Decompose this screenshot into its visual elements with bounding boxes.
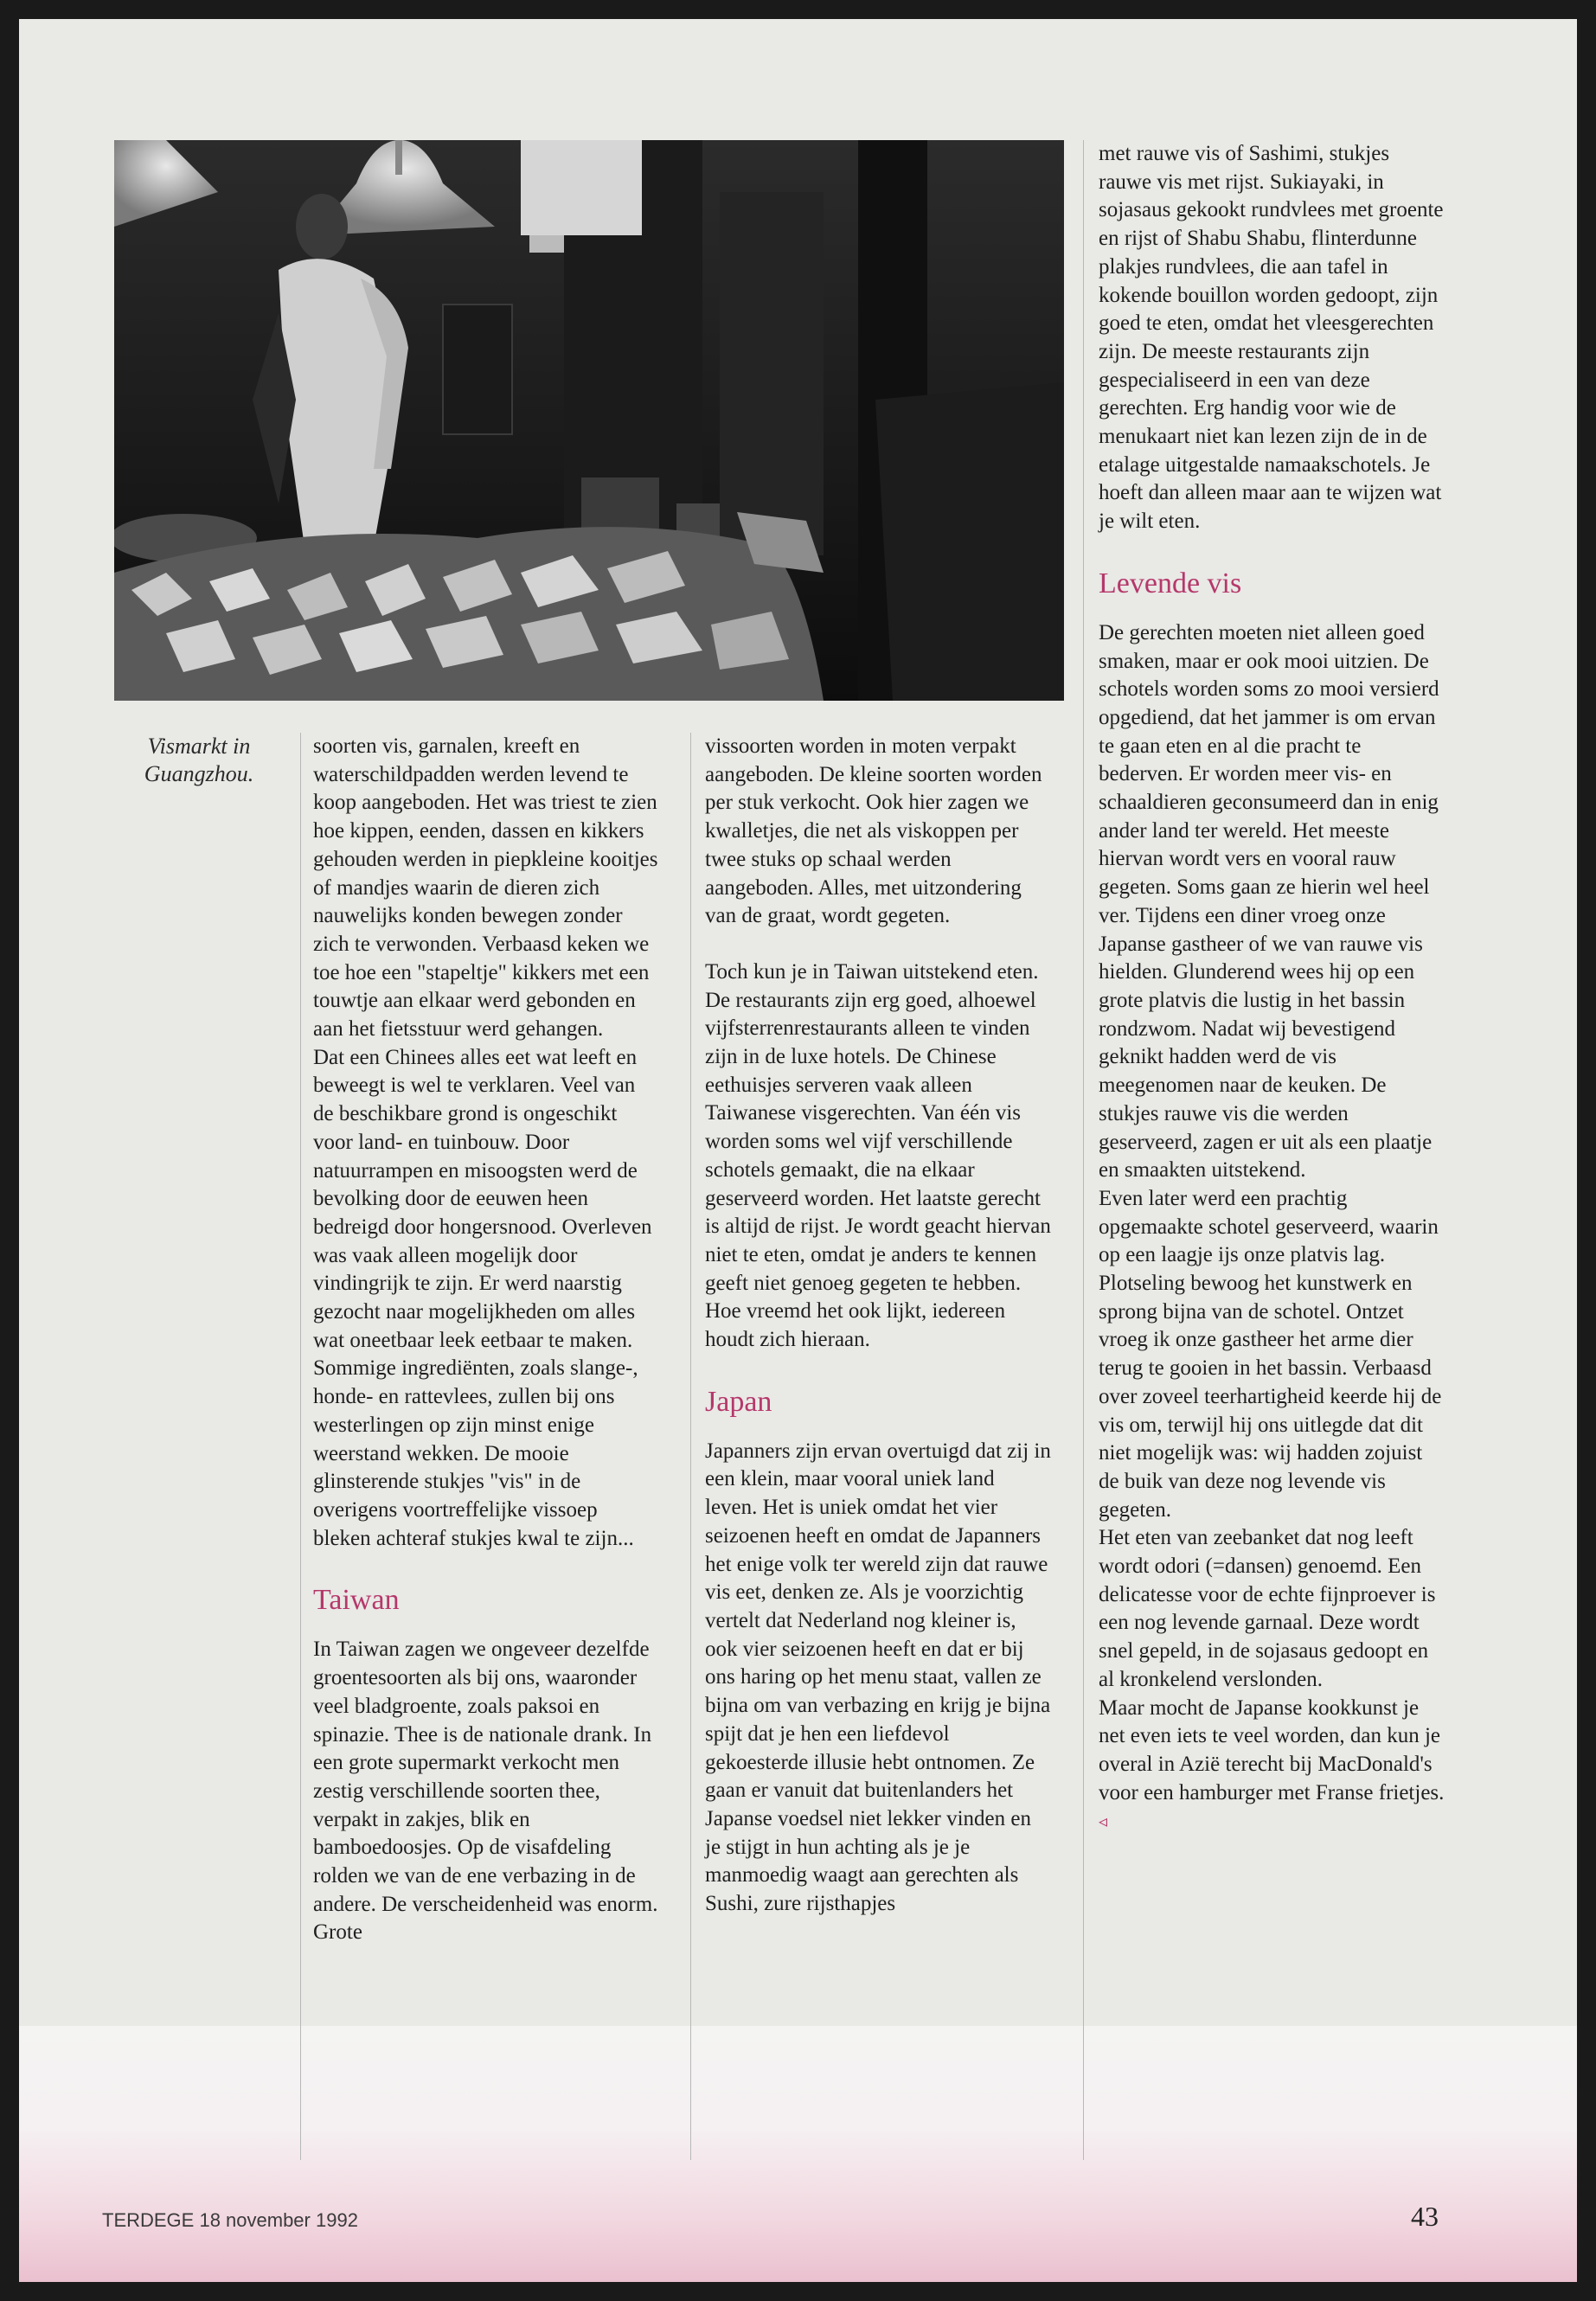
fish-market-photo — [114, 140, 1064, 701]
page-bottom-tint — [19, 2026, 1577, 2282]
paragraph: Even later werd een prachtig opgemaakte schotel geserveerd, waarin op een laagje ijs onze platvis lag. Plotseling bewoog het kunstwerk en sprong bijna van de schotel. Ontzet vroeg ik onze gastheer het arme dier terug te gooien in het bassin. Verbaasd over zoveel teerhartigheid keerde hij de vis om, terwijl hij ons uitlegde dat dit niet mogelijk was: wij hadden zojuist de buik van deze nog levende vis gegeten. — [1099, 1186, 1442, 1522]
section-heading-japan: Japan — [705, 1385, 772, 1418]
paragraph: Dat een Chinees alles eet wat leeft en beweegt is wel te verklaren. Veel van de beschikbare grond is ongeschikt voor land- en tuinbouw. Door natuurrampen en misoogsten werd de bevolking door de eeuwen heen bedreigd door hongersnood. Overleven was vaak alleen mogelijk door vindingrijk te zijn. Er werd naarstig gezocht naar mogelijkheden om alles wat oneetbaar leek eetbaar te maken. Sommige ingrediënten, zoals slange-, honde- en rattevlees, zullen bij ons westerlingen op zijn minst enige weerstand wekken. De mooie glinsterende stukjes "vis" in de overigens voortreffelijke vissoep bleken achteraf stukjes kwal te zijn... — [313, 1045, 652, 1550]
paragraph: soorten vis, garnalen, kreeft en waterschildpadden werden levend te koop aangeboden. Het was triest te zien hoe kippen, eenden, dassen en kikkers gehouden werden in piepkleine kooitjes of mandjes waarin de dieren zich nauwelijks konden bewegen zonder zich te verwonden. Verbaasd keken we toe hoe een "stapeltje" kikkers met een touwtje aan elkaar werd gebonden en aan het fietsstuur werd gehangen. — [313, 734, 658, 1042]
article-column-2 — [705, 733, 1051, 1919]
paragraph-final — [1099, 1695, 1445, 1837]
paragraph: vissoorten worden in moten verpakt aangeboden. De kleine soorten worden per stuk verkocht. Ook hier zagen we kwalletjes, die net als viskoppen per twee stuks op schaal werden aangeboden. Alles, met uitzondering van de graat, wordt gegeten. — [705, 734, 1042, 928]
magazine-issue-line: TERDEGE 18 november 1992 — [102, 2209, 358, 2231]
paragraph: Het eten van zeebanket dat nog leeft wordt odori (=dansen) genoemd. Een delicatesse voor de echte fijnproever is een nog levende garnaal. Deze wordt snel gepeld, in de sojasaus gedoopt en al kronkelend verslonden. — [1099, 1526, 1436, 1691]
paragraph: In Taiwan zagen we ongeveer dezelfde groentesoorten als bij ons, waaronder veel bladgroente, zoals paksoi en spinazie. Thee is de nationale drank. In een grote supermarkt verkocht men zestig verschillende soorten thee, verpakt in zakjes, blik en bamboedoosjes. Op de visafdeling rolden we van de ene verbazing in de andere. De verscheidenheid was enorm. Grote — [313, 1638, 658, 1945]
paragraph-text: Maar mocht de Japanse kookkunst je net even iets te veel worden, dan kun je overal in Azië terecht bij MacDonald's voor een hamburger met Franse frietjes. — [1099, 1695, 1445, 1804]
photo-caption: Vismarkt in Guangzhou. — [144, 734, 254, 786]
paragraph: De gerechten moeten niet alleen goed smaken, maar er ook mooi uitzien. De schotels worden soms zo mooi versierd opgediend, dat het jammer is om ervan te gaan eten en al die pracht te bederven. Er worden meer vis- en schaaldieren geconsumeerd dan in enig ander land ter wereld. Het meeste hiervan wordt vers en vooral rauw gegeten. Soms gaan ze hierin wel heel ver. Tijdens een diner vroeg onze Japanse gastheer of we van rauwe vis hielden. Glunderend wees hij op een grote platvis die lustig in het bassin rondzwom. Nadat wij bevestigend geknikt hadden werd de vis meegenomen naar de keuken. De stukjes rauwe vis die werden geserveerd, zagen er uit als een plaatje en smaakten uitstekend. — [1099, 620, 1439, 1183]
paragraph: Japanners zijn ervan overtuigd dat zij in een klein, maar vooral uniek land leven. Het is uniek omdat het vier seizoenen heeft en omdat de Japanners het enige volk ter wereld zijn dat rauwe vis eet, denken ze. Als je voorzichtig vertelt dat Nederland nog kleiner is, ook vier seizoenen heeft en dat er bij ons haring op het menu staat, vallen ze bijna om van verbazing en krijg je bijna spijt dat je hen een liefdevol gekoesterde illusie hebt ontnomen. Ze gaan er vanuit dat buitenlanders het Japanse voedsel niet lekker vinden en je stijgt in hun achting als je je manmoedig waagt aan gerechten als Sushi, zure rijsthapjes — [705, 1439, 1051, 1916]
column-rule — [300, 733, 301, 2160]
end-mark-icon: ◃ — [1099, 1812, 1108, 1832]
paragraph: Toch kun je in Taiwan uitstekend eten. De restaurants zijn erg goed, alhoewel vijfsterrenrestaurants alleen te vinden zijn in de luxe hotels. De Chinese eethuisjes serveren vaak alleen Taiwanese visgerechten. Van één vis worden soms wel vijf verschillende schotels gemaakt, die na elkaar geserveerd worden. Het laatste gerecht is altijd de rijst. Je wordt geacht hiervan niet te eten, omdat je anders te kennen geeft niet genoeg gegeten te hebben. Hoe vreemd het ook lijkt, iedereen houdt zich hieraan. — [705, 959, 1051, 1352]
magazine-page — [19, 19, 1577, 2282]
section-heading-levende-vis: Levende vis — [1099, 567, 1242, 599]
page-number: 43 — [1411, 2201, 1439, 2232]
column-rule — [1083, 140, 1084, 2160]
article-column-3 — [1099, 140, 1445, 1836]
article-column-1 — [313, 733, 659, 1947]
paragraph: met rauwe vis of Sashimi, stukjes rauwe vis met rijst. Sukiayaki, in sojasaus gekookt rundvlees met groente en rijst of Shabu Shabu, flinterdunne plakjes rundvlees, die aan tafel in kokende bouillon worden gedoopt, zijn goed te eten, omdat het vleesgerechten zijn. De meeste restaurants zijn gespecialiseerd in een van deze gerechten. Erg handig voor wie de menukaart niet kan lezen zijn de in de etalage uitgestalde namaakschotels. Je hoeft dan alleen maar aan te wijzen wat je wilt eten. — [1099, 142, 1444, 534]
column-rule — [690, 733, 691, 2160]
section-heading-taiwan: Taiwan — [313, 1584, 400, 1617]
